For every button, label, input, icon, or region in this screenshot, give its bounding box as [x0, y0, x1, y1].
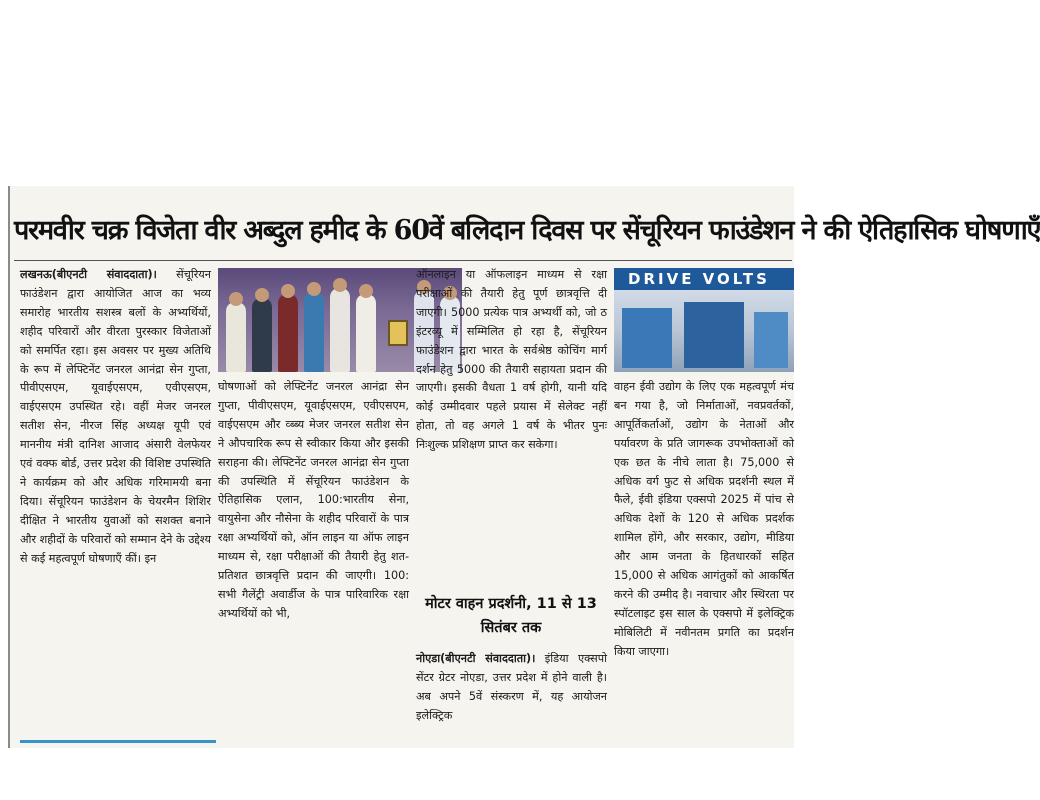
column-2	[218, 378, 409, 744]
dateline-lucknow: लखनऊ(बीएनटी संवाददाता)।	[20, 268, 157, 281]
award-plaque	[388, 320, 408, 346]
expo-booth	[622, 308, 672, 368]
column-3-body: ऑनलाइन या ऑफलाइन माध्यम से रक्षा परीक्षाओं की तैयारी हेतु पूर्ण छात्रवृत्ति दी जाएगी। 5000 प्रत्येक पात्र अभ्यर्थी को, जो ठ इंटरव्यू में सम्मिलित हो रहा है, सेंचूरियन फाउंडेशन द्वारा भारत के सर्वश्रेष्ठ कोचिंग मार्ग दर्शन हेतु 5000 की तैयारी सहायता प्रदान की जाएगी। इसकी वैधता 1 वर्ष होगी, यानी यदि कोई उम्मीदवार पहले प्रयास में सेलेक्ट नहीं होता, तो वह अगले 1 वर्ष के भीतर पुनः निःशुल्क प्रशिक्षण प्राप्त कर सकेगा।	[416, 268, 607, 452]
person-head	[359, 284, 373, 298]
page-edge-shadow	[8, 186, 10, 748]
accent-rule	[20, 740, 216, 743]
person-head	[229, 292, 243, 306]
column-4-body: वाहन ईवी उद्योग के लिए एक महत्वपूर्ण मंच बन गया है, जो निर्माताओं, नवप्रवर्तकों, आपूर्तिकर्ताओं, उद्योग के नेताओं और पर्यावरण के प्रति जागरूक उपभोक्ताओं को एक छत के नीचे लाता है। 75,000 से अधिक वर्ग फुट से अधिक प्रदर्शनी स्थल में फैले, ईवी इंडिया एक्सपो 2025 में पांच से अधिक देशों के 120 से अधिक प्रदर्शक शामिल होंगे, और सरकार, उद्योग, मीडिया और आम जनता के हितधारकों सहित 15,000 से अधिक आगंतुकों को आकर्षित करने की उम्मीद है। नवाचार और स्थिरता पर स्पॉटलाइट इस साल के एक्सपो में इलेक्ट्रिक मोबिलिटी में नवीनतम प्रगति का प्रदर्शन किया जाएगा।	[614, 380, 794, 658]
column-2-body: घोषणाओं को लेफ्टिनेंट जनरल आनंद्रा सेन गुप्ता, पीवीएसएम, यूवाईएसएम, एवीएसएम, वाईएसएम और व्ब्ब्य मेजर जनरल सतीश सेन ने औपचारिक रूप से स्वीकार किया और इसकी सराहना की। लेफ्टिनेंट जनरल आनंद्रा सेन गुप्ता की उपस्थिति में सेंचूरियन फाउंडेशन के ऐतिहासिक एलान, 100:भारतीय सेना, वायुसेना और नौसेना के शहीद परिवारों के पात्र रक्षा अभ्यर्थियों को, ऑन लाइन या ऑफ लाइन माध्यम से, रक्षा परीक्षाओं की तैयारी हेतु शत-प्रतिशत छात्रवृत्ति प्रदान की जाएगी। 100: सभी गैलेंट्री अवार्डीज के पात्र पारिवारिक रक्षा अभ्यर्थियों को भी,	[218, 380, 409, 620]
person-figure	[278, 294, 298, 372]
person-figure	[330, 288, 350, 372]
person-figure	[304, 292, 324, 372]
expo-booth	[684, 302, 744, 368]
column-1	[20, 266, 211, 744]
headline: परमवीर चक्र विजेता वीर अब्दुल हमीद के 60वें बलिदान दिवस पर सेंचूरियन फाउंडेशन ने की ऐतिहासिक घोषणाएँ	[14, 215, 1040, 246]
column-1-body: सेंचूरियन फाउंडेशन द्वारा आयोजित आज का भव्य समारोह भारतीय सशस्त्र बलों के अभ्यर्थियों, शहीद परिवारों और वीरता पुरस्कार विजेताओं को समर्पित रहा। इस अवसर पर मुख्य अतिथि के रूप में लेफ्टिनेंट जनरल आनंद्रा सेन गुप्ता, पीवीएसएम, यूवाईएसएम, एवीएसएम, वाईएसएम उपस्थित रहे। वहीं मेजर जनरल सतीश सेन, नीरज सिंह अध्यक्ष यूपी एवं माननीय मंत्री दानिश आजाद अंसारी वेलफेयर एवं वक्फ बोर्ड, उत्तर प्रदेश की विशिष्ट उपस्थिति ने कार्यक्रम को और अधिक गरिमामयी बना दिया। सेंचूरियन फाउंडेशन के चेयरमैन शिशिर दीक्षित ने भारतीय युवाओं को सशक्त बनाने और शहीदों के परिवारों को सम्मान देने के उद्देश्य से कई महत्वपूर्ण घोषणाएँ कीं। इन	[20, 268, 212, 565]
person-figure	[226, 302, 246, 372]
sub-headline-motor-expo: मोटर वाहन प्रदर्शनी, 11 से 13 सितंबर तक	[425, 596, 597, 636]
person-figure	[356, 294, 376, 372]
person-figure	[252, 298, 272, 372]
ev-logo: DRIVE VOLTS	[628, 270, 770, 288]
person-head	[255, 288, 269, 302]
ev-expo-photo	[614, 268, 794, 372]
person-head	[281, 284, 295, 298]
expo-booth	[754, 312, 788, 368]
headline-rule	[14, 260, 792, 261]
person-head	[333, 278, 347, 292]
column-3-expo-body: इंडिया एक्सपो सेंटर ग्रेटर नोएडा, उत्तर प्रदेश में होने वाली है। अब अपने 5वें संस्करण में, यह आयोजन इलेक्ट्रिक	[416, 652, 607, 722]
dateline-noida: नोएडा(बीएनटी संवाददाता)।	[416, 652, 536, 665]
person-head	[307, 282, 321, 296]
column-4	[614, 378, 794, 744]
column-3-expo	[416, 650, 607, 744]
